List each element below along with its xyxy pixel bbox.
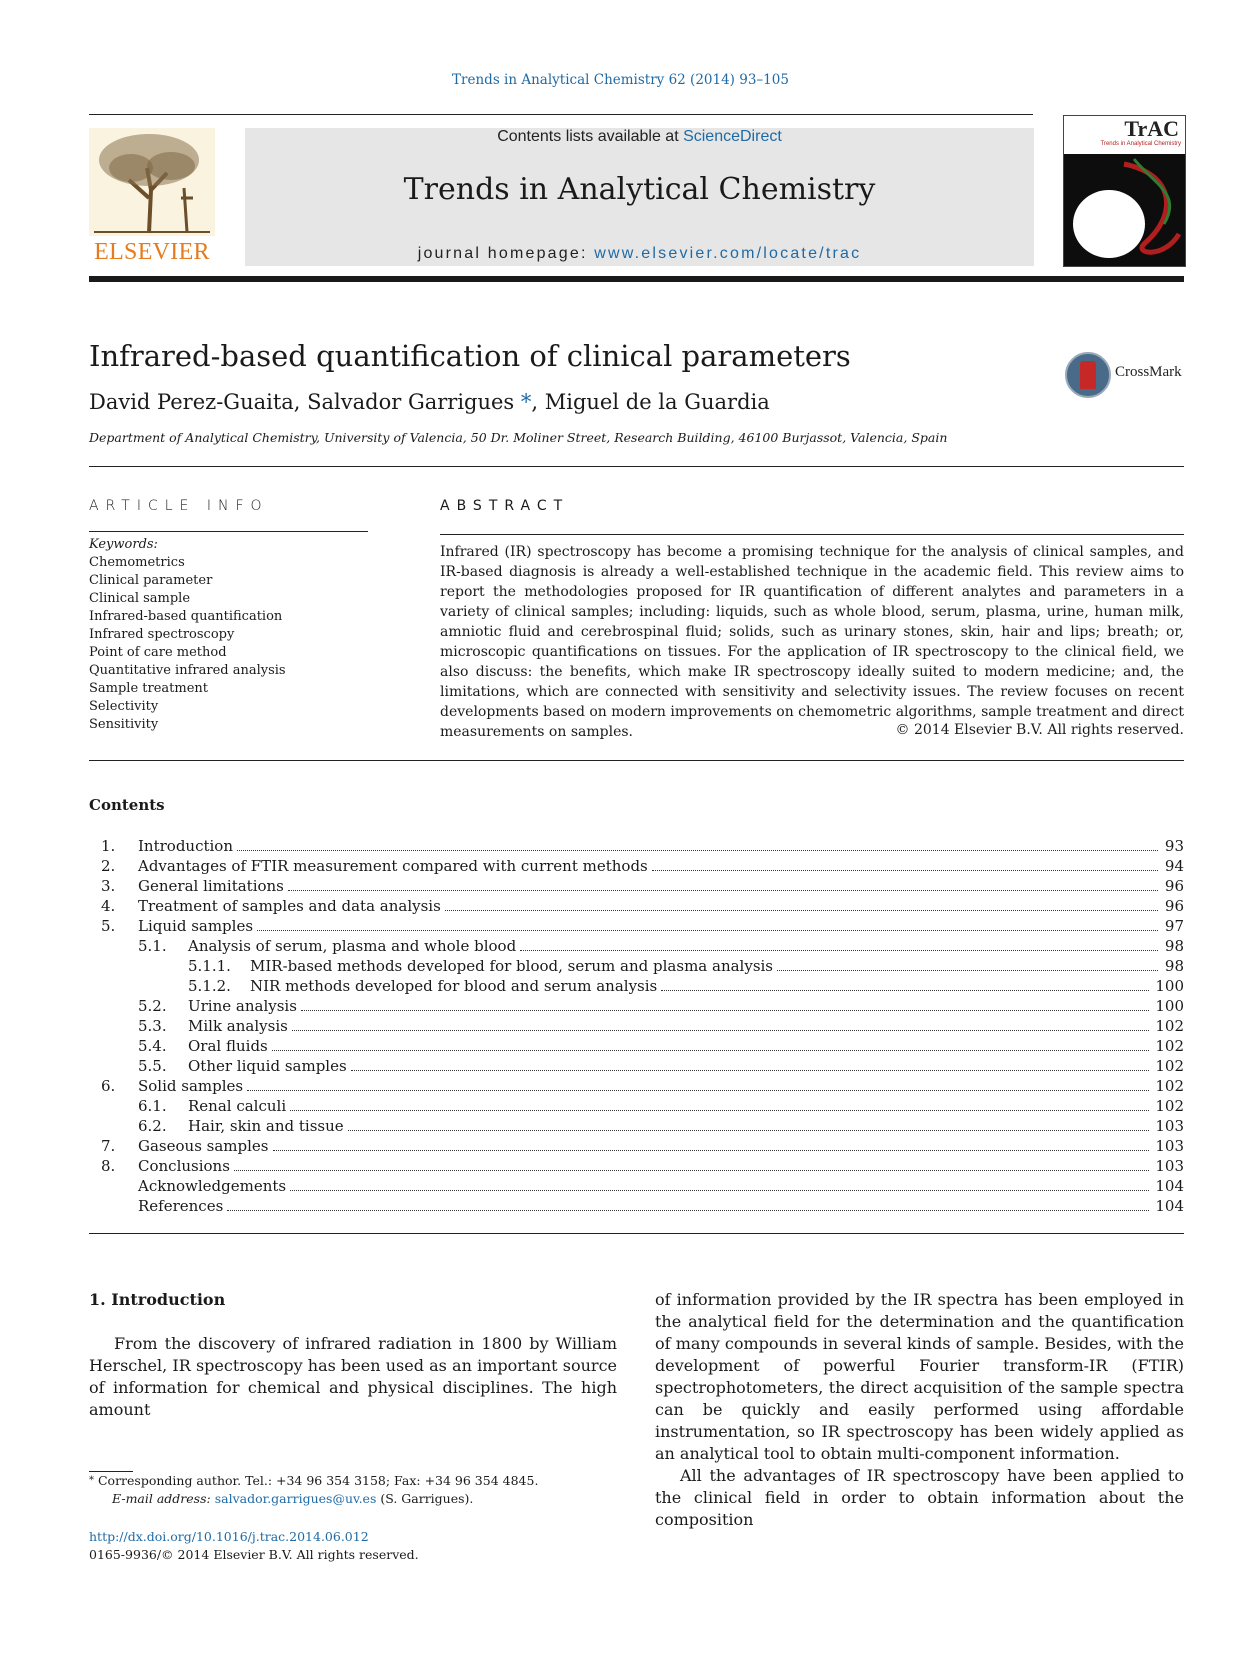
toc-leader-dots	[290, 1176, 1149, 1191]
article-info-heading: ARTICLE INFO	[89, 498, 269, 514]
cover-title: TrAC	[1124, 116, 1179, 141]
footnote-line2	[89, 1490, 538, 1508]
toc-page-number[interactable]: 94	[1164, 857, 1184, 875]
toc-entry[interactable]	[89, 1136, 1184, 1156]
email-label: E-mail address:	[112, 1491, 215, 1506]
keyword-item: Point of care method	[89, 645, 227, 660]
toc-label[interactable]: General limitations	[138, 876, 288, 896]
toc-number: 3.	[101, 877, 116, 895]
toc-entry[interactable]	[89, 856, 1184, 876]
homepage-link[interactable]: www.elsevier.com/locate/trac	[594, 245, 862, 262]
crossmark-icon	[1065, 352, 1111, 398]
toc-page-number[interactable]: 102	[1155, 1077, 1184, 1095]
toc-page-number[interactable]: 104	[1155, 1177, 1184, 1195]
toc-page-number[interactable]: 104	[1155, 1197, 1184, 1215]
cover-masthead	[1064, 116, 1185, 154]
doi-link[interactable]: http://dx.doi.org/10.1016/j.trac.2014.06.012	[89, 1529, 369, 1544]
toc-label[interactable]: Liquid samples	[138, 916, 257, 936]
toc-leader-dots	[290, 1096, 1149, 1111]
toc-label[interactable]: Solid samples	[138, 1076, 247, 1096]
footnote	[89, 1472, 538, 1508]
body-column-left: From the discovery of infrared radiation in 1800 by William Herschel, IR spectroscopy has been used as an important source of information for chemical and physical disciplines. The high amount	[89, 1334, 617, 1419]
toc-entry[interactable]	[89, 1116, 1184, 1136]
toc-page-number[interactable]: 103	[1155, 1157, 1184, 1175]
toc-number: 1.	[101, 837, 116, 855]
article-info-rule	[89, 531, 368, 532]
homepage-prefix: journal homepage:	[417, 245, 595, 262]
article-title: Infrared-based quantification of clinical parameters	[89, 339, 851, 373]
toc-entry[interactable]	[89, 1056, 1184, 1076]
toc-label[interactable]: Urine analysis	[188, 996, 301, 1016]
toc-page-number[interactable]: 96	[1164, 877, 1184, 895]
toc-entry[interactable]	[89, 936, 1184, 956]
header-top-rule	[89, 114, 1033, 115]
toc-entry[interactable]	[89, 1016, 1184, 1036]
toc-label[interactable]: Acknowledgements	[138, 1176, 290, 1196]
toc-leader-dots	[247, 1076, 1149, 1091]
toc-page-number[interactable]: 102	[1155, 1057, 1184, 1075]
toc-leader-dots	[301, 996, 1149, 1011]
author-list	[89, 390, 770, 414]
footnote-contact: Corresponding author. Tel.: +34 96 354 3158; Fax: +34 96 354 4845.	[94, 1473, 539, 1488]
header-thick-rule	[89, 276, 1184, 282]
keyword-item: Selectivity	[89, 699, 159, 714]
toc-leader-dots	[257, 916, 1158, 931]
toc-page-number[interactable]: 102	[1155, 1017, 1184, 1035]
toc-entry[interactable]	[89, 836, 1184, 856]
toc-leader-dots	[652, 856, 1158, 871]
toc-number: 5.1.2.	[188, 977, 231, 995]
toc-entry[interactable]	[89, 1036, 1184, 1056]
toc-entry[interactable]	[89, 956, 1184, 976]
keyword-item: Infrared-based quantification	[89, 609, 283, 624]
toc-label[interactable]: Treatment of samples and data analysis	[138, 896, 445, 916]
elsevier-logo[interactable]	[89, 128, 215, 266]
body-column-right	[655, 1289, 1184, 1531]
toc-number: 7.	[101, 1137, 116, 1155]
toc-entry[interactable]	[89, 916, 1184, 936]
toc-number: 8.	[101, 1157, 116, 1175]
toc-entry[interactable]	[89, 1096, 1184, 1116]
running-head[interactable]: Trends in Analytical Chemistry 62 (2014) 93–105	[452, 72, 789, 88]
toc-page-number[interactable]: 103	[1155, 1117, 1184, 1135]
doi-block	[89, 1528, 419, 1564]
toc-number: 5.	[101, 917, 116, 935]
toc-number	[89, 1196, 138, 1216]
toc-page-number[interactable]: 98	[1164, 937, 1184, 955]
keyword-item: Infrared spectroscopy	[89, 627, 235, 642]
elsevier-wordmark: ELSEVIER	[94, 239, 210, 265]
toc-number: 5.3.	[138, 1017, 167, 1035]
body-paragraph: All the advantages of IR spectroscopy have been applied to the clinical field in order to obtain information about the composition	[655, 1466, 1184, 1529]
toc-label[interactable]: Conclusions	[138, 1156, 234, 1176]
abstract-copyright: © 2014 Elsevier B.V. All rights reserved.	[895, 722, 1184, 738]
toc-entry[interactable]	[89, 876, 1184, 896]
toc-number: 4.	[101, 897, 116, 915]
toc-number: 2.	[101, 857, 116, 875]
toc-entry[interactable]	[89, 1156, 1184, 1176]
toc-entry[interactable]	[89, 996, 1184, 1016]
body-paragraph: of information provided by the IR spectra has been employed in the analytical field for the determination and the quantification of many compounds in several kinds of sample. Besides, with the development of powerful Fourier transform-IR (FTIR) spectrophotometers, the direct acquisition of the sample spectra can be quickly and easily performed using affordable instrumentation, so IR spectroscopy has been widely applied as an analytical tool to obtain multi-component information.	[655, 1290, 1184, 1463]
toc-leader-dots	[227, 1196, 1149, 1211]
toc-number: 6.	[101, 1077, 116, 1095]
toc-label[interactable]: Hair, skin and tissue	[188, 1116, 348, 1136]
keyword-item: Sample treatment	[89, 681, 209, 696]
keyword-item: Clinical sample	[89, 591, 191, 606]
corresponding-author-mark[interactable]: *	[520, 390, 532, 414]
contents-prefix: Contents lists available at	[497, 128, 684, 145]
email-link[interactable]: salvador.garrigues@uv.es	[214, 1491, 377, 1506]
footnote-mark: *	[89, 1475, 94, 1486]
toc-page-number[interactable]: 102	[1155, 1037, 1184, 1055]
toc-label[interactable]: Analysis of serum, plasma and whole blood	[188, 936, 520, 956]
journal-homepage-line	[245, 245, 1034, 263]
toc-page-number[interactable]: 96	[1164, 897, 1184, 915]
toc-leader-dots	[661, 976, 1149, 991]
section-heading-introduction: 1. Introduction	[89, 1290, 226, 1309]
affiliation: Department of Analytical Chemistry, University of Valencia, 50 Dr. Moliner Street, Research Building, 46100 Burjassot, Valencia, Spain	[89, 430, 948, 445]
toc-page-number[interactable]: 97	[1164, 917, 1184, 935]
toc-leader-dots	[288, 876, 1158, 891]
toc-label[interactable]: Introduction	[138, 836, 237, 856]
divider	[89, 466, 1184, 467]
journal-name: Trends in Analytical Chemistry	[403, 172, 876, 207]
authors-part1: David Perez-Guaita, Salvador Garrigues	[89, 390, 521, 414]
toc-page-number[interactable]: 98	[1164, 957, 1184, 975]
toc-number: 5.1.	[138, 937, 167, 955]
toc-label[interactable]: Renal calculi	[188, 1096, 290, 1116]
toc-number	[89, 1176, 138, 1196]
abstract-rule	[440, 534, 1184, 535]
keywords-list	[89, 536, 286, 734]
toc-leader-dots	[234, 1156, 1149, 1171]
abstract-text: Infrared (IR) spectroscopy has become a promising technique for the analysis of clinical samples, and IR-based diagnosis is already a well-established technique in the academic field. This review aims to report the methodologies proposed for IR quantification of different analytes and parameters in a variety of clinical samples; including: liquids, such as whole blood, serum, plasma, urine, human milk, amniotic fluid and cerebrospinal fluid; solids, such as urinary stones, skin, hair and lips; breath; or, microscopic quantifications on tissues. For the application of IR spectroscopy to the clinical field, we also discuss: the benefits, which make IR spectroscopy ideally suited to modern medicine; and, the limitations, which are connected with sensitivity and selectivity issues. The review focuses on recent developments based on modern improvements on chemometric algorithms, sample treatment and direct measurements on samples.	[440, 544, 1184, 740]
toc-leader-dots	[445, 896, 1158, 911]
journal-cover-thumbnail[interactable]	[1063, 115, 1186, 267]
toc-leader-dots	[273, 1136, 1150, 1151]
keyword-item: Quantitative infrared analysis	[89, 663, 286, 678]
crossmark-label: CrossMark	[1115, 364, 1182, 380]
cover-subtitle: Trends in Analytical Chemistry	[1100, 141, 1181, 147]
toc-label[interactable]: Oral fluids	[188, 1036, 272, 1056]
divider	[89, 1233, 1184, 1234]
keyword-item: Sensitivity	[89, 717, 159, 732]
toc-number: 6.1.	[138, 1097, 167, 1115]
divider	[89, 760, 1184, 761]
toc-entry[interactable]	[89, 1196, 1184, 1216]
toc-label[interactable]: MIR-based methods developed for blood, serum and plasma analysis	[250, 956, 777, 976]
cover-artwork-icon	[1064, 154, 1185, 266]
toc-number: 5.5.	[138, 1057, 167, 1075]
toc-leader-dots	[237, 836, 1158, 851]
toc-label[interactable]: Other liquid samples	[188, 1056, 351, 1076]
journal-header-box	[245, 128, 1034, 266]
sciencedirect-link[interactable]: ScienceDirect	[683, 128, 782, 145]
toc-label[interactable]: Gaseous samples	[138, 1136, 273, 1156]
toc-number: 5.1.1.	[188, 957, 231, 975]
issn-line: 0165-9936/© 2014 Elsevier B.V. All rights reserved.	[89, 1547, 419, 1562]
email-suffix: (S. Garrigues).	[376, 1491, 474, 1506]
footnote-line1	[89, 1472, 538, 1490]
toc-number: 5.2.	[138, 997, 167, 1015]
toc-leader-dots	[351, 1056, 1150, 1071]
toc-number: 6.2.	[138, 1117, 167, 1135]
keyword-item: Clinical parameter	[89, 573, 213, 588]
toc-page-number[interactable]: 100	[1155, 977, 1184, 995]
toc-entry[interactable]	[89, 1076, 1184, 1096]
toc-leader-dots	[777, 956, 1158, 971]
toc-label[interactable]: NIR methods developed for blood and serum analysis	[250, 976, 661, 996]
table-of-contents	[89, 836, 1184, 1216]
toc-leader-dots	[348, 1116, 1150, 1131]
toc-page-number[interactable]: 103	[1155, 1137, 1184, 1155]
toc-number: 5.4.	[138, 1037, 167, 1055]
keyword-item: Chemometrics	[89, 555, 185, 570]
toc-entry[interactable]	[89, 896, 1184, 916]
authors-part2: , Miguel de la Guardia	[531, 390, 770, 414]
toc-entry[interactable]	[89, 976, 1184, 996]
toc-label[interactable]: Advantages of FTIR measurement compared with current methods	[138, 856, 652, 876]
crossmark-badge[interactable]	[1065, 352, 1185, 398]
toc-page-number[interactable]: 102	[1155, 1097, 1184, 1115]
toc-entry[interactable]	[89, 1176, 1184, 1196]
elsevier-tree-icon	[89, 128, 215, 236]
toc-page-number[interactable]: 93	[1164, 837, 1184, 855]
toc-leader-dots	[292, 1016, 1150, 1031]
contents-heading: Contents	[89, 796, 165, 814]
keywords-label: Keywords:	[89, 537, 158, 552]
contents-available-line	[245, 128, 1034, 146]
toc-leader-dots	[272, 1036, 1150, 1051]
toc-leader-dots	[520, 936, 1158, 951]
abstract-heading: ABSTRACT	[440, 498, 570, 514]
toc-label[interactable]: Milk analysis	[188, 1016, 292, 1036]
toc-label[interactable]: References	[138, 1196, 227, 1216]
toc-page-number[interactable]: 100	[1155, 997, 1184, 1015]
